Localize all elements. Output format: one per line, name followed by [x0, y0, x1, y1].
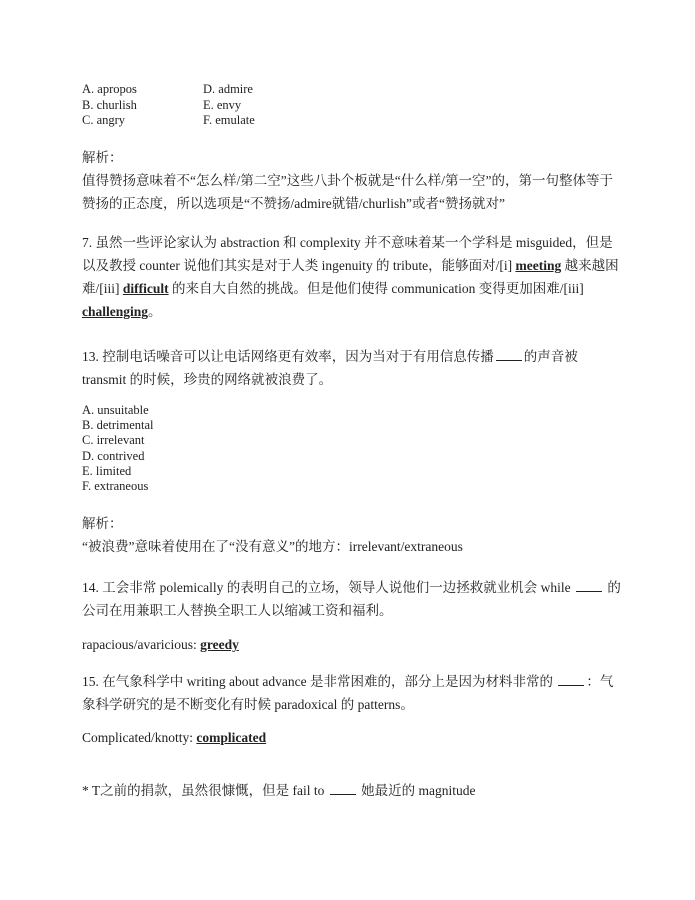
question-last [82, 779, 622, 802]
option-c: C. angry [82, 113, 126, 127]
q13-option-d: D. contrived [82, 448, 145, 463]
q13-part2: 的声音被 transmit 的时候，珍贵的网络就被浪费了。 [82, 349, 578, 387]
q15-part1: 15. 在气象科学中 writing about advance 是非常困难的，部分上是因为材料非常的 [82, 674, 557, 689]
option-b: B. churlish [82, 97, 137, 112]
q15-answer-complicated: complicated [196, 730, 267, 745]
qlast-part1: * T之前的捐款，虽然很慷慨，但是 fail to [82, 783, 328, 798]
q7-part4: 。 [148, 304, 162, 319]
q14-answer-prefix: rapacious/avaricious: [82, 637, 201, 652]
qlast-part2: 她最近的 magnitude [357, 783, 476, 798]
q13-part1: 13. 控制电话噪音可以让电话网络更有效率，因为当对于有用信息传播 [82, 349, 494, 364]
q7-answer-difficult: difficult [122, 281, 169, 296]
q13-option-c: C. irrelevant [82, 433, 145, 448]
analysis-text: 值得赞扬意味着不“怎么样/第二空”这些八卦个板就是“什么样/第一空”的，第一句整体等于赞扬的正态度，所以选项是“不赞扬/admire就错/churlish”或者“赞扬就对” [82, 173, 613, 211]
q14-answer-greedy: greedy [200, 637, 239, 652]
q13-options [82, 403, 154, 494]
analysis-label: 解析： [82, 150, 123, 165]
q15-part2: ：气象科学研究的是不断变化有时候 paradoxical 的 patterns。 [82, 674, 614, 712]
q7-part1: 7. 虽然一些评论家认为 abstraction 和 complexity 并不意味着某一个学科是 misguided，但是以及教授 counter 说他们其实是对于人类 ingenuity 的 tribute，能够面对/[i] [82, 235, 613, 273]
option-d: D. admire [203, 82, 253, 96]
q7-part3: 的来自大自然的挑战。但是他们使得 communication 变得更加困难/[iii] [168, 281, 584, 296]
q15-answer [82, 726, 622, 749]
q7-answer-meeting: meeting [515, 258, 562, 273]
q13-option-b: B. detrimental [82, 418, 154, 433]
option-a: A. apropos [82, 82, 137, 96]
option-f: F. emulate [203, 113, 255, 127]
question-7 [82, 231, 622, 323]
q14-part2: 的公司在用兼职工人替换全职工人以缩减工资和福利。 [82, 580, 621, 618]
q13-analysis-label: 解析： [82, 516, 123, 531]
option-e: E. envy [203, 97, 242, 112]
q14-blank [576, 580, 602, 592]
q14-answer [82, 633, 622, 656]
q13-option-a: A. unsuitable [82, 403, 149, 417]
q13-option-f: F. extraneous [82, 479, 149, 494]
q7-answer-challenging: challenging [82, 304, 149, 319]
qlast-blank [330, 783, 356, 795]
q13-analysis-text: “被浪费”意味着使用在了“没有意义”的地方：irrelevant/extraneous [82, 539, 463, 554]
q13-blank [496, 349, 522, 361]
q15-blank [558, 674, 584, 686]
q14-part1: 14. 工会非常 polemically 的表明自己的立场，领导人说他们一边拯救就业机会 while [82, 580, 574, 595]
question-15 [82, 670, 622, 716]
q7-part2: 越来越困难/[iii] [82, 258, 619, 296]
answer-options-top [82, 82, 333, 129]
question-13 [82, 345, 622, 391]
question-14 [82, 576, 622, 622]
q13-option-e: E. limited [82, 463, 132, 478]
q15-answer-prefix: Complicated/knotty: [82, 730, 197, 745]
